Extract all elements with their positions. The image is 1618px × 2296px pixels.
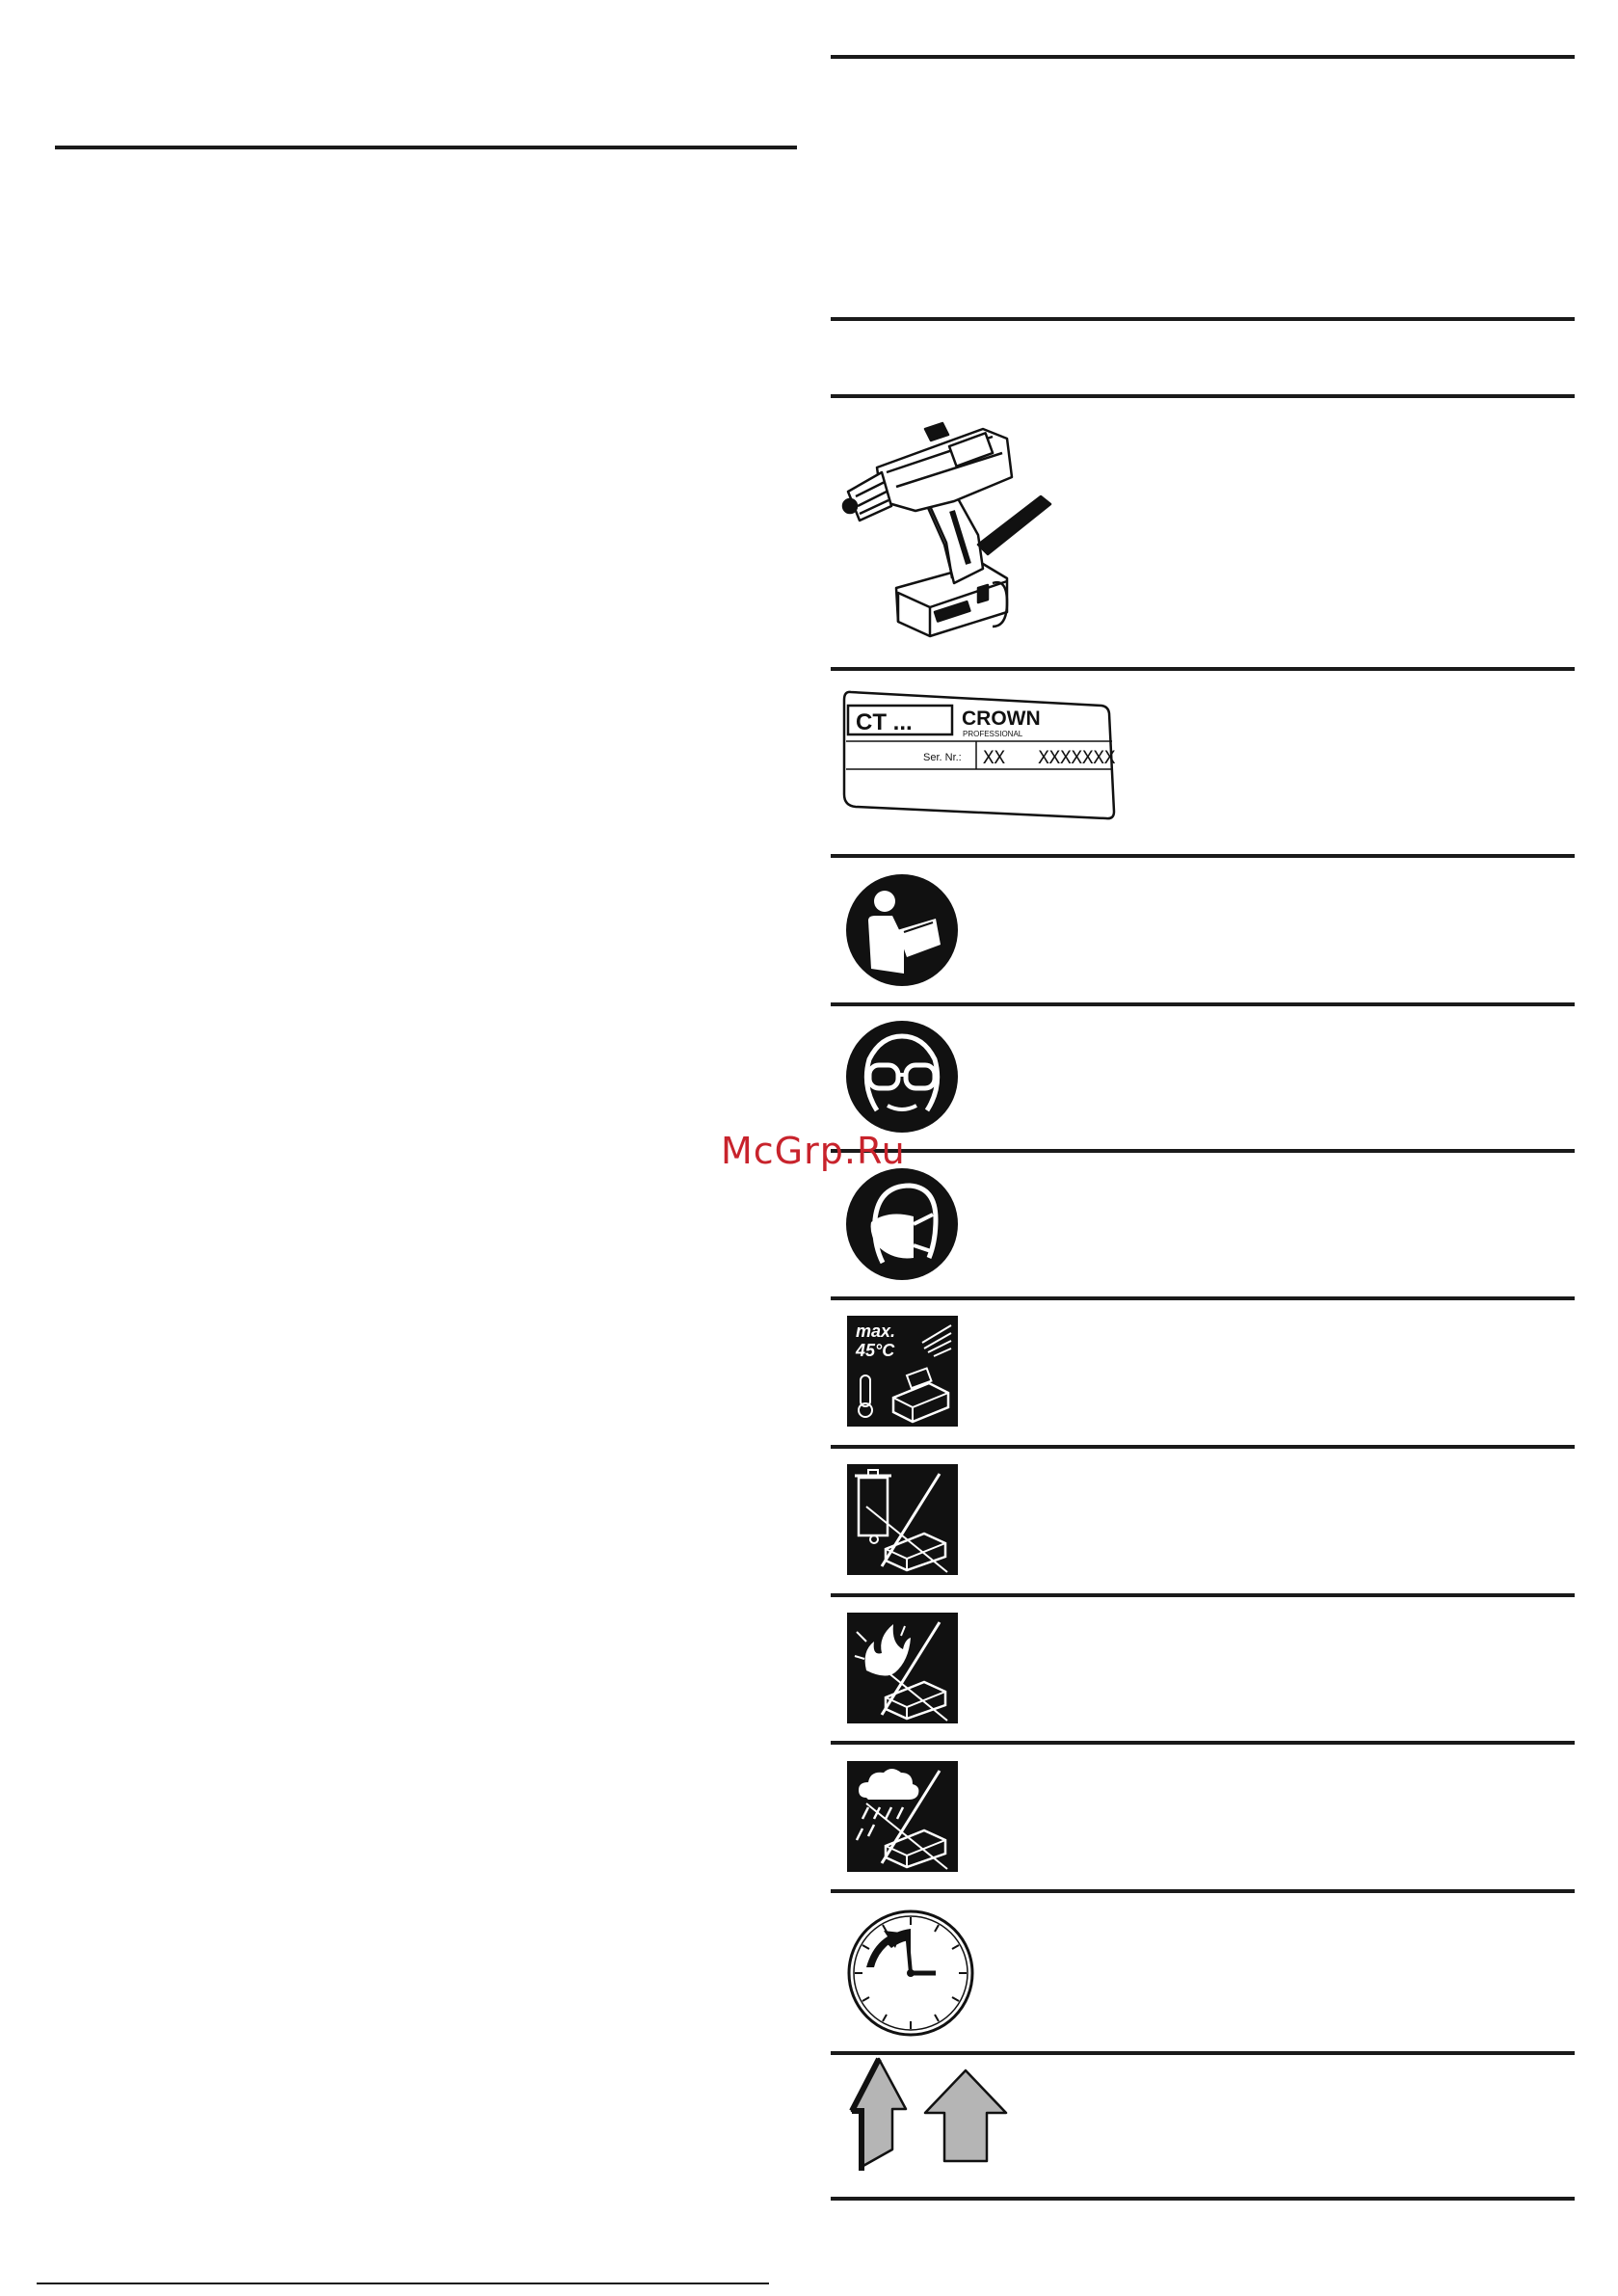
battery-temp-line2: 45°C (856, 1341, 895, 1360)
right-rule-7 (831, 1149, 1575, 1153)
plate-brand: CROWN (962, 707, 1041, 730)
right-rule-4 (831, 667, 1575, 671)
right-rule-5 (831, 854, 1575, 858)
left-column-rule (55, 146, 797, 149)
footer-rule (37, 2283, 769, 2284)
right-rule-14 (831, 2197, 1575, 2201)
no-battery-in-household-waste-icon (847, 1464, 958, 1575)
cordless-drill-illustration (838, 419, 1060, 646)
right-rule-12 (831, 1889, 1575, 1893)
right-rule-1 (831, 55, 1575, 59)
no-battery-in-fire-icon (847, 1613, 958, 1723)
no-battery-in-rain-icon (847, 1761, 958, 1872)
watermark: McGrp.Ru (721, 1130, 906, 1172)
battery-max-temperature-icon (847, 1316, 958, 1427)
right-rule-2 (831, 317, 1575, 321)
right-rule-3 (831, 394, 1575, 398)
battery-temp-line1: max. (856, 1322, 896, 1341)
rating-plate (836, 686, 1116, 831)
wear-eye-protection-icon (844, 1019, 960, 1135)
plate-brand-sub: PROFESSIONAL (963, 730, 1023, 738)
plate-serial-value: XX XXXXXXX (983, 747, 1116, 768)
wear-dust-mask-icon (844, 1166, 960, 1282)
plate-model: CT ... (856, 709, 913, 735)
right-rule-10 (831, 1593, 1575, 1597)
charging-time-clock-icon (845, 1908, 976, 2039)
right-rule-11 (831, 1741, 1575, 1745)
plate-serial-label: Ser. Nr.: (923, 752, 962, 763)
right-rule-9 (831, 1445, 1575, 1449)
battery-level-arrows-icon (844, 2053, 1013, 2174)
right-rule-6 (831, 1002, 1575, 1006)
read-manual-icon (844, 872, 960, 988)
right-rule-8 (831, 1296, 1575, 1300)
